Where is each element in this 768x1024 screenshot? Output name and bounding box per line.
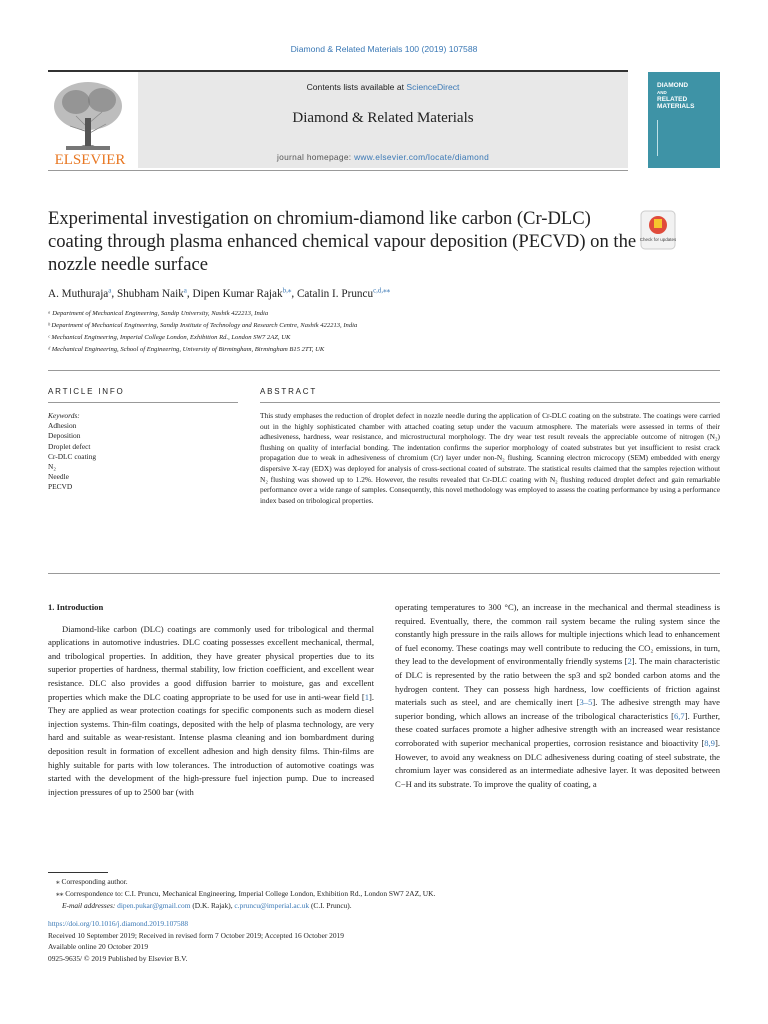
publication-info	[48, 918, 344, 964]
affiliation: ᵃ Department of Mechanical Engineering, Sandip University, Nashik 422213, India	[48, 310, 269, 317]
footnote-corresponding: ⁎ Corresponding author.	[56, 877, 128, 886]
affiliation: ᵇ Department of Mechanical Engineering, Sandip Institute of Technology and Research Centre, Nashik 422213, India	[48, 322, 358, 329]
body-left-column	[48, 601, 374, 799]
citation-link[interactable]: 6,7	[673, 710, 685, 721]
info-divider	[48, 402, 238, 403]
body-paragraph	[395, 601, 720, 791]
contents-line	[138, 82, 628, 92]
body-text: ]. The adhesive strength may have superior bonding, which allows an increase of the tribological characteristics [	[395, 697, 720, 721]
section-heading: 1. Introduction	[48, 602, 104, 612]
journal-title: Diamond & Related Materials	[292, 110, 474, 126]
citation-link[interactable]: 3–5	[579, 697, 593, 708]
svg-text:Check for updates: Check for updates	[640, 237, 676, 242]
cover-title: DIAMOND AND RELATED MATERIALS	[657, 82, 695, 110]
keyword: Needle	[48, 472, 69, 482]
doi-link[interactable]: https://doi.org/10.1016/j.diamond.2019.107588	[48, 919, 189, 928]
author-list: A. Muthuraja$^a$, Shubham Naik$^a$, Dipen Kumar Rajak$^{b,⁎}$, Catalin I. Pruncu$^{c,d,⁎⁎}$	[48, 286, 391, 300]
abstract-heading: ABSTRACT	[260, 387, 318, 396]
body-text: Diamond-like carbon (DLC) coatings are commonly used for tribological and thermal applications in automotive industries. DLC coating possesses excellent mechanical, thermal, and tribological properties. In addition, they have greater physical properties due to its superior properties of hardness, thermal stability, low friction coefficient, and excellent wear resistance. DLC also provides a good diffusion barrier to moisture, gas and excellent properties which make the DLC coating appropriate to be used for use in anti-wear field [	[48, 623, 374, 702]
received-dates: Received 10 September 2019; Received in revised form 7 October 2019; Accepted 16 October 2019	[48, 930, 344, 940]
keywords-label: Keywords:	[48, 411, 80, 420]
author[interactable]: Shubham Naik$^a$	[116, 286, 187, 300]
keyword: Deposition	[48, 431, 81, 441]
journal-cover[interactable]	[648, 72, 720, 168]
elsevier-logo	[48, 72, 132, 168]
citation-link[interactable]: 2	[627, 656, 632, 667]
email-link[interactable]: c.pruncu@imperial.ac.uk	[234, 900, 310, 910]
body-text: ]. They are applied as wear protection coatings for specific components such as modern diesel injection systems. Thin-film coatings, deposited with the help of plasma technology, are very hard and suitable as wear-resistant. Intense plasma cleaning and ion bombardment during deposition result in formation of excellent adhesion and high density films. Thin-films are highly suitable for parts with low tolerances. The introduction of automotive coatings was started with the development of the high-pressure fuel injection pump. Due to increased injection pressures of up to 2500 bar (with	[48, 691, 374, 797]
contents-prefix: Contents lists available at	[306, 82, 407, 92]
footnotes	[48, 872, 435, 911]
keyword: PECVD	[48, 482, 73, 492]
footnote-emails: E-mail addresses: dipen.pukar@gmail.com (D.K. Rajak), c.pruncu@imperial.ac.uk (C.I. Pruncu).	[62, 900, 352, 910]
email-link[interactable]: dipen.pukar@gmail.com	[117, 900, 191, 910]
author[interactable]: A. Muthuraja$^a$	[48, 286, 112, 300]
citation-link[interactable]: 8,9	[704, 737, 715, 748]
homepage-link[interactable]: www.elsevier.com/locate/diamond	[354, 152, 490, 162]
article-title: Experimental investigation on chromium-diamond like carbon (Cr-DLC) coating through plasma enhanced chemical vapour deposition (PECVD) on the nozzle needle surface	[48, 208, 637, 275]
elsevier-tree-icon	[48, 72, 132, 168]
keyword: Adhesion	[48, 421, 77, 431]
author[interactable]: Catalin I. Pruncu$^{c,d,⁎⁎}$	[296, 286, 391, 300]
author[interactable]: Dipen Kumar Rajak$^{b,⁎}$	[192, 286, 292, 300]
body-text: operating temperatures to 300 °C), an increase in the mechanical and thermal steadiness is required. Eventually, there, the common rail system became the ruling system since the constantly high pressure in the rails allows for multiple injections which lead to enhancement of fuel economy. These coatings may well contribute to reducing the CO₂ emissions, in turn, they lead to the development of environmentally friendly systems [	[395, 602, 720, 667]
crossmark-icon	[640, 210, 676, 250]
masthead-bottom-rule	[48, 170, 628, 171]
body-text: ]. The main characteristic of DLC is represented by the ratio between the sp3 and sp2 bonded carbon atoms and the hydrogen content. They can possess high hardness, low coefficients of friction against materials such as steel, and are chemically inert [	[395, 656, 720, 708]
keyword: Cr-DLC coating	[48, 451, 97, 461]
footnote-correspondence: ⁎⁎ Correspondence to: C.I. Pruncu, Mechanical Engineering, Imperial College London, Exhibition Rd., London SW7 2AZ, UK.	[56, 888, 436, 898]
body-text: ]. However, to avoid any weakness on DLC adhesiveness during coating of steel substrate, the chromium layer was considered as an intermediate adhesive layer. It was deposited between C−H and its substrate. To improve the quality of coating, a	[395, 737, 720, 789]
sciencedirect-link[interactable]: ScienceDirect	[406, 82, 460, 92]
masthead	[138, 72, 628, 168]
copyright: 0925-9635/ © 2019 Published by Elsevier B.V.	[48, 953, 188, 963]
keywords	[48, 411, 96, 493]
online-date: Available online 20 October 2019	[48, 942, 149, 952]
elsevier-wordmark: ELSEVIER	[54, 152, 126, 168]
affiliation: ᵈ Mechanical Engineering, School of Engineering, University of Birmingham, Birmingham B15 2TT, UK	[48, 346, 325, 353]
abstract-bottom-rule	[48, 573, 720, 574]
body-right-column	[395, 601, 720, 791]
journal-homepage	[138, 152, 628, 162]
journal-reference[interactable]: Diamond & Related Materials 100 (2019) 107588	[290, 44, 478, 54]
body-paragraph	[48, 623, 374, 800]
crossmark-badge[interactable]	[640, 210, 676, 250]
body-text: ]. Further, these coated surfaces promote a higher adhesive strength with an increased wear resistance corroborated with superior mechanical properties, corrosion resistance and bioactivity [	[395, 710, 720, 748]
citation-link[interactable]: 1	[364, 691, 369, 702]
abstract-divider	[260, 402, 720, 403]
abstract-text: This study emphases the reduction of droplet defect in nozzle needle during the application of Cr-DLC coating on the substrate. The coatings were carried out in the highly sophisticated chamber with attached coating setup under the vacuum atmosphere. The materials were assessed in terms of their adhesiveness, hardness, wear resistance, and microstructural morphology. The dry wear test result reveals the appreciable outcome of nitrogen (N₂) flushing on quality of interfacial bonding. The indentation confirms the superior morphology of coated substrates but yet insufficient to resist crack propagation due to weak in adhesiveness of chromium (Cr) layer under non-N₂ flushing. Scanning electron microcopy (SEM) embedded with energy dispersive X-ray (EDX) was deployed for analysis of cross-sectional coated of substrate. The statistical results claimed that the samples rejection without N₂ flushing was showed up to 1.2%. However, the results revealed that Cr-DLC coating with N₂ flushing reduced droplet defect and gain remarkable performance over a wide range of samples. Consequently, this novel methodology was employed to assess the coating performance by using a performance index based on tribological properties.	[260, 411, 720, 505]
affiliation: ᶜ Mechanical Engineering, Imperial College London, Exhibition Rd., London SW7 2AZ, UK	[48, 334, 291, 341]
keyword: Droplet defect	[48, 441, 91, 451]
footnote-rule	[48, 872, 108, 873]
info-top-rule	[48, 370, 720, 371]
keyword: N₂	[48, 462, 56, 472]
homepage-prefix: journal homepage:	[276, 152, 355, 162]
cover-decoration	[657, 120, 686, 156]
article-info-heading: ARTICLE INFO	[48, 387, 125, 396]
